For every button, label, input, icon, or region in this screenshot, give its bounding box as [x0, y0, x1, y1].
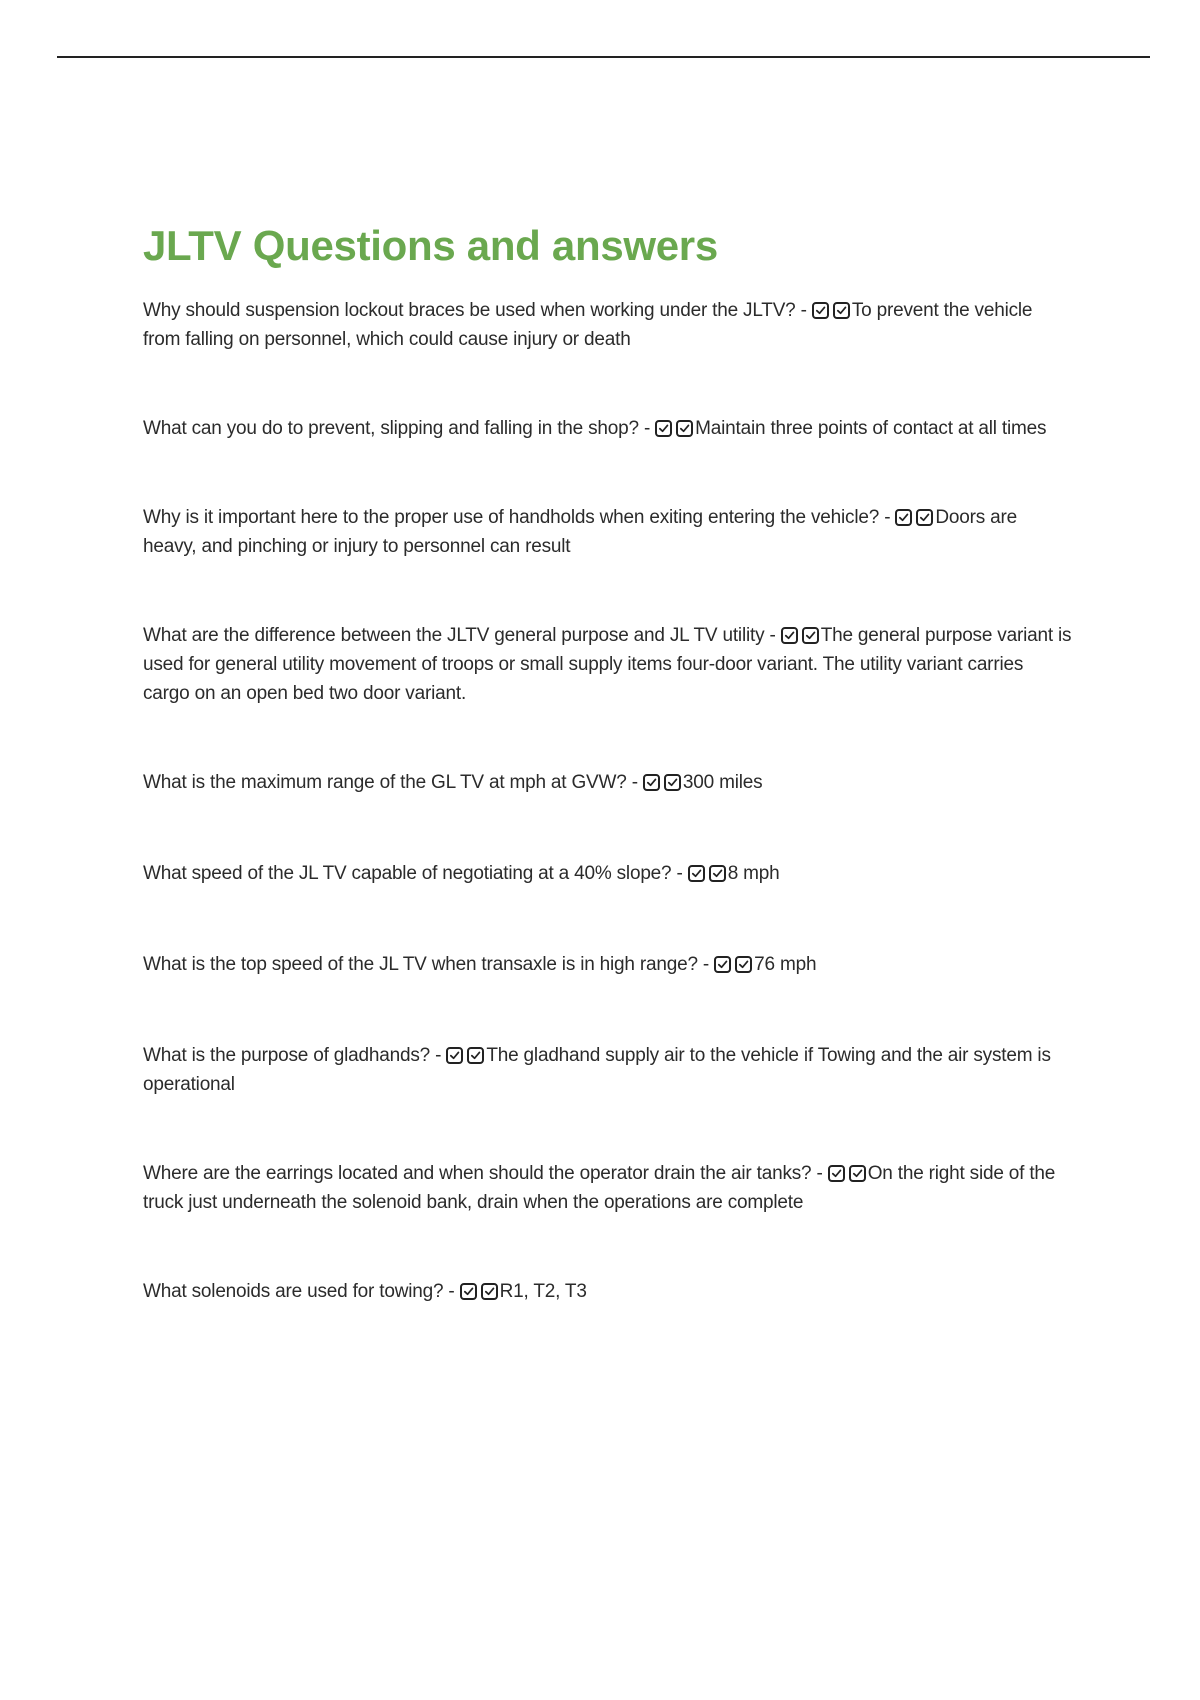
qa-item — [143, 414, 1073, 443]
answer-text: On the right side of the truck just underneath the solenoid bank, drain when the operations are complete — [143, 1163, 1056, 1213]
question-text: What are the difference between the JLTV general purpose and JL TV utility — [143, 625, 765, 646]
answer-text: Doors are heavy, and pinching or injury to personnel can result — [143, 507, 1018, 557]
question-text: Why should suspension lockout braces be used when working under the JLTV? — [143, 300, 796, 321]
document-body — [143, 218, 1073, 1366]
document-title: JLTV Questions and answers — [143, 222, 718, 269]
question-text: What is the purpose of gladhands? — [143, 1045, 431, 1066]
question-text: What is the top speed of the JL TV when transaxle is in high range? — [143, 954, 698, 975]
separator: - — [671, 863, 688, 884]
qa-item — [143, 950, 1073, 979]
top-rule — [57, 56, 1150, 58]
question-text: Where are the earrings located and when should the operator drain the air tanks? — [143, 1163, 812, 1184]
qa-list — [143, 296, 1073, 1306]
question-text: What is the maximum range of the GL TV at mph at GVW? — [143, 772, 627, 793]
checkbox-checked-icon — [916, 509, 933, 526]
checkbox-checked-icon — [460, 1283, 477, 1300]
separator: - — [764, 625, 781, 646]
checkbox-checked-icon — [828, 1165, 845, 1182]
answer-text: R1, T2, T3 — [499, 1281, 587, 1302]
separator: - — [795, 300, 812, 321]
qa-item — [143, 768, 1073, 797]
checkbox-checked-icon — [467, 1047, 484, 1064]
separator: - — [430, 1045, 447, 1066]
answer-text: The gladhand supply air to the vehicle if Towing and the air system is operational — [143, 1045, 1051, 1095]
checkbox-checked-icon — [802, 627, 819, 644]
answer-text: Maintain three points of contact at all times — [695, 418, 1047, 439]
qa-item — [143, 296, 1073, 354]
checkbox-checked-icon — [664, 774, 681, 791]
checkbox-checked-icon — [781, 627, 798, 644]
separator: - — [811, 1163, 828, 1184]
qa-item — [143, 621, 1073, 708]
question-text: What speed of the JL TV capable of negotiating at a 40% slope? — [143, 863, 672, 884]
separator: - — [626, 772, 643, 793]
checkbox-checked-icon — [676, 420, 693, 437]
checkbox-checked-icon — [833, 302, 850, 319]
qa-item — [143, 1277, 1073, 1306]
checkbox-checked-icon — [812, 302, 829, 319]
checkbox-checked-icon — [481, 1283, 498, 1300]
separator: - — [638, 418, 656, 439]
separator: - — [443, 1281, 460, 1302]
checkbox-checked-icon — [849, 1165, 866, 1182]
answer-text: 300 miles — [682, 772, 763, 793]
checkbox-checked-icon — [895, 509, 912, 526]
question-text: Why is it important here to the proper use of handholds when exiting entering the vehicle? — [143, 507, 880, 528]
checkbox-checked-icon — [655, 420, 672, 437]
checkbox-checked-icon — [709, 865, 726, 882]
checkbox-checked-icon — [688, 865, 705, 882]
separator: - — [697, 954, 715, 975]
checkbox-checked-icon — [643, 774, 660, 791]
answer-text: The general purpose variant is used for general utility movement of troops or small supply items four-door variant. The utility variant carries cargo on an open bed two door variant. — [143, 625, 1072, 704]
answer-text: To prevent the vehicle from falling on personnel, which could cause injury or death — [143, 300, 1033, 350]
qa-item — [143, 1159, 1073, 1217]
answer-text: 76 mph — [754, 954, 817, 975]
answer-text: 8 mph — [727, 863, 780, 884]
question-text: What solenoids are used for towing? — [143, 1281, 444, 1302]
qa-item — [143, 503, 1073, 561]
checkbox-checked-icon — [714, 956, 731, 973]
qa-item — [143, 1041, 1073, 1099]
qa-item — [143, 859, 1073, 888]
checkbox-checked-icon — [735, 956, 752, 973]
checkbox-checked-icon — [446, 1047, 463, 1064]
separator: - — [879, 507, 896, 528]
question-text: What can you do to prevent, slipping and falling in the shop? — [143, 418, 639, 439]
